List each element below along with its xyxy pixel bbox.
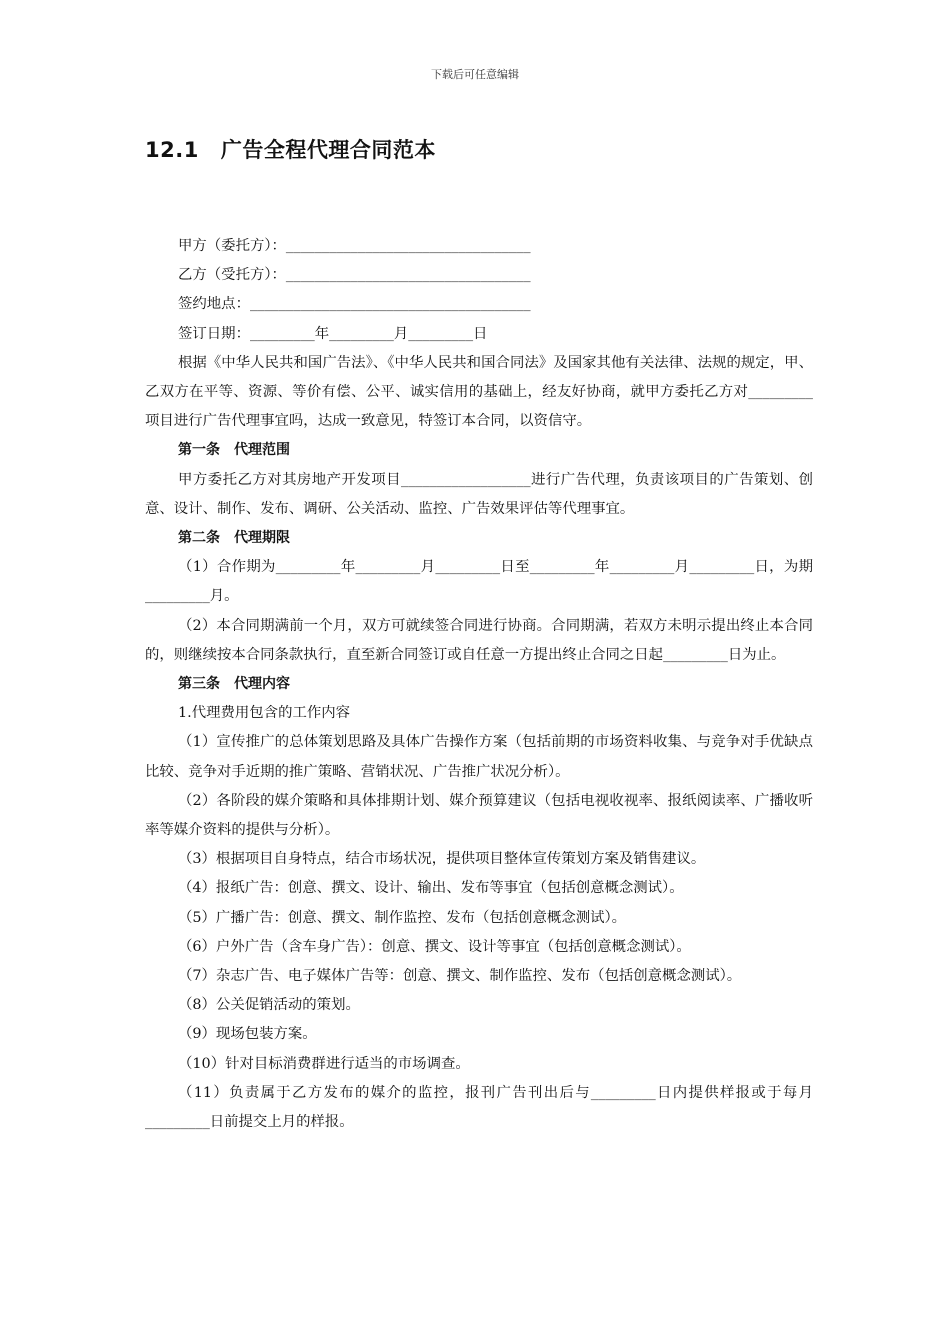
body-paragraph: 1.代理费用包含的工作内容 xyxy=(178,705,351,722)
list-item: （11）负责属于乙方发布的媒介的监控，报刊广告刊出后与_________日内提供样报或于每月_________日前提交上月的样报。 xyxy=(145,1084,813,1131)
body-paragraph: 甲方委托乙方对其房地产开发项目__________________进行广告代理，负责该项目的广告策划、创意、设计、制作、发布、调研、公关活动、监控、广告效果评估等代理事宜。 xyxy=(145,471,813,517)
article-heading: 第二条 代理期限 xyxy=(178,530,290,547)
section-number: 12.1 xyxy=(145,138,199,162)
page-header: 下载后可任意编辑 xyxy=(431,68,519,81)
body-paragraph: （1）合作期为_________年_________月_________日至_________年_________月_________日，为期_________月。 xyxy=(145,559,813,605)
field-sign-place: 签约地点：_______________________________________ xyxy=(178,296,531,313)
list-item: （7）杂志广告、电子媒体广告等：创意、撰文、制作监控、发布（包括创意概念测试）。 xyxy=(178,968,742,985)
list-item: （9）现场包装方案。 xyxy=(178,1026,317,1043)
list-item: （1）宣传推广的总体策划思路及具体广告操作方案（包括前期的市场资料收集、与竞争对手优缺点比较、竞争对手近期的推广策略、营销状况、广告推广状况分析）。 xyxy=(145,734,813,780)
field-party-a: 甲方（委托方）：__________________________________ xyxy=(178,238,531,254)
field-party-b: 乙方（受托方）：__________________________________ xyxy=(178,267,531,284)
list-item: （3）根据项目自身特点，结合市场状况，提供项目整体宣传策划方案及销售建议。 xyxy=(178,851,706,868)
field-sign-date: 签订日期：_________年_________月_________日 xyxy=(178,325,488,342)
preamble-paragraph: 根据《中华人民共和国广告法》、《中华人民共和国合同法》及国家其他有关法律、法规的规定，甲、乙双方在平等、资源、等价有偿、公平、诚实信用的基础上，经友好协商，就甲方委托乙方对_________项目进行广告代理事宜吗，达成一致意见，特签订本合同，以资信守。 xyxy=(145,354,813,430)
list-item: （5）广播广告：创意、撰文、制作监控、发布（包括创意概念测试）。 xyxy=(178,909,627,926)
list-item: （8）公关促销活动的策划。 xyxy=(178,997,360,1014)
document-title xyxy=(145,134,436,164)
body-paragraph: （2）本合同期满前一个月，双方可就续签合同进行协商。合同期满，若双方未明示提出终止本合同的，则继续按本合同条款执行，直至新合同签订或自任意一方提出终止合同之日起_________日为止。 xyxy=(145,617,813,663)
article-heading: 第三条 代理内容 xyxy=(178,676,290,693)
article-heading: 第一条 代理范围 xyxy=(178,442,290,459)
title-text: 广告全程代理合同范本 xyxy=(220,138,436,162)
document-body xyxy=(145,232,813,1137)
list-item: （6）户外广告（含车身广告）：创意、撰文、设计等事宜（包括创意概念测试）。 xyxy=(178,938,691,955)
list-item: （10）针对目标消费群进行适当的市场调查。 xyxy=(178,1055,470,1072)
list-item: （4）报纸广告：创意、撰文、设计、输出、发布等事宜（包括创意概念测试）。 xyxy=(178,880,684,897)
list-item: （2）各阶段的媒介策略和具体排期计划、媒介预算建议（包括电视收视率、报纸阅读率、广播收听率等媒介资料的提供与分析）。 xyxy=(145,792,813,839)
